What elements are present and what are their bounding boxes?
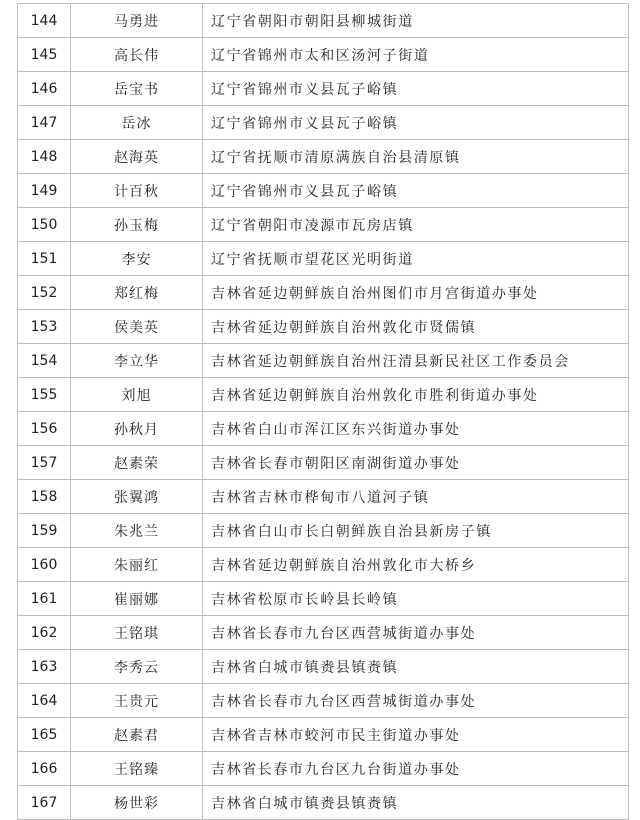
table-row — [18, 310, 628, 344]
table-row — [18, 106, 628, 140]
person-name: 李立华 — [71, 344, 203, 377]
row-number: 162 — [18, 616, 71, 649]
person-name: 郑红梅 — [71, 276, 203, 309]
address-cell: 吉林省长春市九台区九台街道办事处 — [211, 761, 461, 778]
person-name: 赵素荣 — [71, 446, 203, 479]
address-cell: 吉林省吉林市桦甸市八道河子镇 — [211, 489, 430, 506]
table-row — [18, 344, 628, 378]
table-row — [18, 480, 628, 514]
person-name: 赵海英 — [71, 140, 203, 173]
row-number: 145 — [18, 38, 71, 71]
table-row — [18, 72, 628, 106]
address-cell: 吉林省白城市镇赉县镇赉镇 — [211, 795, 399, 812]
table-row — [18, 616, 628, 650]
person-name: 刘旭 — [71, 378, 203, 411]
person-name: 王铭琪 — [71, 616, 203, 649]
person-name: 计百秋 — [71, 174, 203, 207]
address-cell: 吉林省延边朝鲜族自治州敦化市大桥乡 — [211, 557, 477, 574]
person-name: 侯美英 — [71, 310, 203, 343]
row-number: 164 — [18, 684, 71, 717]
row-number: 166 — [18, 752, 71, 785]
table-row — [18, 446, 628, 480]
person-name: 孙秋月 — [71, 412, 203, 445]
row-number: 156 — [18, 412, 71, 445]
row-number: 159 — [18, 514, 71, 547]
person-name: 张翼鸿 — [71, 480, 203, 513]
address-cell: 辽宁省锦州市义县瓦子峪镇 — [211, 115, 399, 132]
row-number: 150 — [18, 208, 71, 241]
address-cell: 吉林省白山市浑江区东兴街道办事处 — [211, 421, 461, 438]
address-cell: 辽宁省抚顺市望花区光明街道 — [211, 251, 414, 268]
row-number: 146 — [18, 72, 71, 105]
person-name: 朱兆兰 — [71, 514, 203, 547]
address-cell: 吉林省吉林市蛟河市民主街道办事处 — [211, 727, 461, 744]
row-number: 149 — [18, 174, 71, 207]
person-name: 王贵元 — [71, 684, 203, 717]
table-row — [18, 786, 628, 820]
row-number: 148 — [18, 140, 71, 173]
row-number: 147 — [18, 106, 71, 139]
address-cell: 吉林省白城市镇赉县镇赉镇 — [211, 659, 399, 676]
table-row — [18, 140, 628, 174]
row-number: 165 — [18, 718, 71, 751]
row-number: 155 — [18, 378, 71, 411]
person-name: 李安 — [71, 242, 203, 275]
person-name: 李秀云 — [71, 650, 203, 683]
table-row — [18, 208, 628, 242]
person-name: 王铭臻 — [71, 752, 203, 785]
table-row — [18, 412, 628, 446]
address-cell: 吉林省松原市长岭县长岭镇 — [211, 591, 399, 608]
address-cell: 辽宁省抚顺市清原满族自治县清原镇 — [211, 149, 461, 166]
name-list-table — [17, 3, 629, 820]
table-row — [18, 684, 628, 718]
person-name: 孙玉梅 — [71, 208, 203, 241]
table-row — [18, 174, 628, 208]
table-row — [18, 718, 628, 752]
address-cell: 辽宁省锦州市义县瓦子峪镇 — [211, 183, 399, 200]
address-cell: 辽宁省锦州市义县瓦子峪镇 — [211, 81, 399, 98]
person-name: 岳冰 — [71, 106, 203, 139]
table-row — [18, 548, 628, 582]
address-cell: 吉林省长春市九台区西营城街道办事处 — [211, 693, 477, 710]
address-cell: 吉林省长春市九台区西营城街道办事处 — [211, 625, 477, 642]
row-number: 151 — [18, 242, 71, 275]
address-cell: 吉林省长春市朝阳区南湖街道办事处 — [211, 455, 461, 472]
row-number: 160 — [18, 548, 71, 581]
row-number: 167 — [18, 786, 71, 819]
address-cell: 辽宁省朝阳市朝阳县柳城街道 — [211, 13, 414, 30]
table-row — [18, 582, 628, 616]
address-cell: 辽宁省锦州市太和区汤河子街道 — [211, 47, 430, 64]
row-number: 161 — [18, 582, 71, 615]
address-cell: 吉林省延边朝鲜族自治州敦化市贤儒镇 — [211, 319, 477, 336]
person-name: 赵素君 — [71, 718, 203, 751]
address-cell: 吉林省延边朝鲜族自治州图们市月宫街道办事处 — [211, 285, 539, 302]
person-name: 朱丽红 — [71, 548, 203, 581]
address-cell: 吉林省延边朝鲜族自治州汪清县新民社区工作委员会 — [211, 353, 570, 370]
row-number: 144 — [18, 4, 71, 37]
row-number: 152 — [18, 276, 71, 309]
table-row — [18, 38, 628, 72]
table-row — [18, 650, 628, 684]
row-number: 163 — [18, 650, 71, 683]
table-row — [18, 514, 628, 548]
address-cell: 辽宁省朝阳市凌源市瓦房店镇 — [211, 217, 414, 234]
person-name: 高长伟 — [71, 38, 203, 71]
person-name: 崔丽娜 — [71, 582, 203, 615]
table-row — [18, 4, 628, 38]
person-name: 岳宝书 — [71, 72, 203, 105]
row-number: 154 — [18, 344, 71, 377]
address-cell: 吉林省白山市长白朝鲜族自治县新房子镇 — [211, 523, 492, 540]
person-name: 马勇进 — [71, 4, 203, 37]
table-row — [18, 276, 628, 310]
row-number: 153 — [18, 310, 71, 343]
address-cell: 吉林省延边朝鲜族自治州敦化市胜利街道办事处 — [211, 387, 539, 404]
table-row — [18, 752, 628, 786]
row-number: 158 — [18, 480, 71, 513]
person-name: 杨世彩 — [71, 786, 203, 819]
row-number: 157 — [18, 446, 71, 479]
table-row — [18, 242, 628, 276]
table-row — [18, 378, 628, 412]
